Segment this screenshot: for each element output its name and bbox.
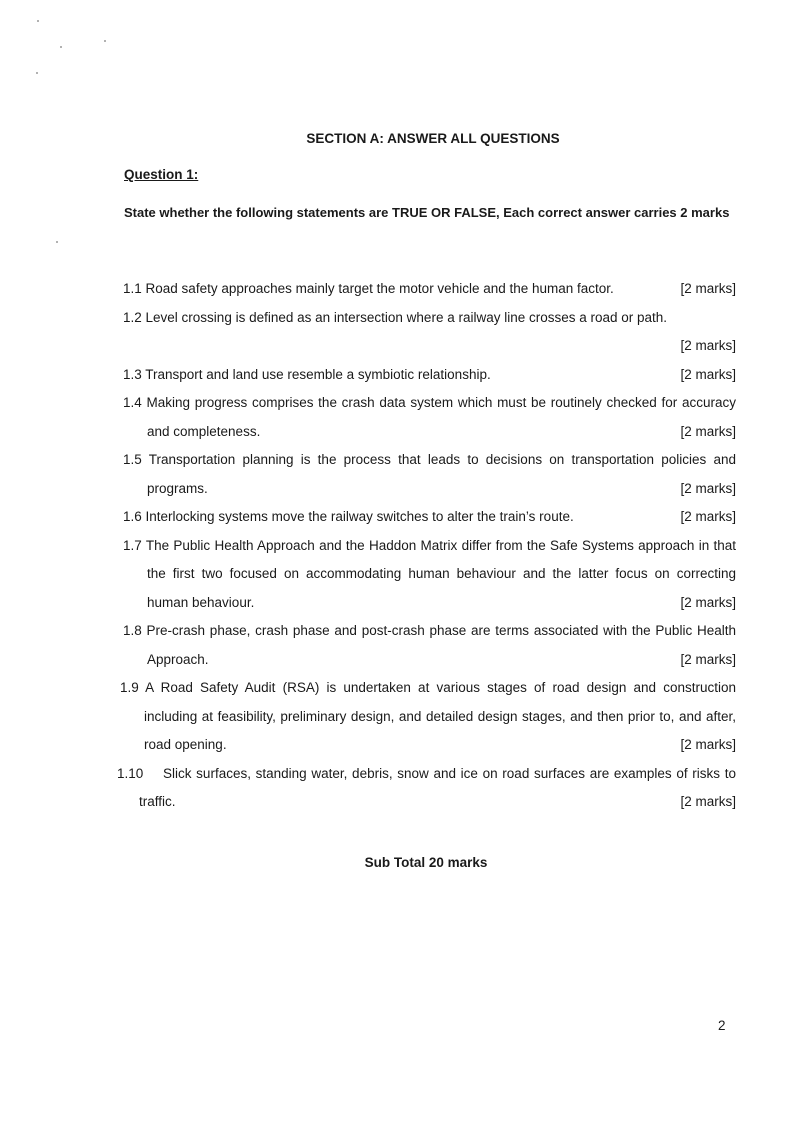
question-item <box>120 617 736 674</box>
question-item <box>120 389 736 446</box>
instruction-text: State whether the following statements are TRUE OR FALSE, Each correct answer carries 2 marks <box>124 205 730 220</box>
scan-speck <box>56 241 58 243</box>
item-number: 1.4 <box>123 395 147 410</box>
item-marks: [2 marks] <box>680 794 736 809</box>
question-item <box>120 304 736 361</box>
question-item <box>120 503 736 532</box>
item-number: 1.8 <box>123 623 147 638</box>
scan-speck <box>60 46 62 48</box>
question-item <box>120 532 736 618</box>
item-text: Interlocking systems move the railway switches to alter the train’s route. <box>145 509 574 524</box>
question-item <box>117 760 736 817</box>
item-text: Transportation planning is the process that leads to decisions on transportation policies and programs. <box>147 452 736 496</box>
item-text: A Road Safety Audit (RSA) is undertaken at various stages of road design and construction including at feasibility, preliminary design, and detailed design stages, and then prior to, and after, road opening. <box>144 680 736 752</box>
item-marks: [2 marks] <box>680 737 736 752</box>
item-number: 1.10 <box>117 765 144 781</box>
item-text: Road safety approaches mainly target the motor vehicle and the human factor. <box>145 281 614 296</box>
item-number: 1.7 <box>123 537 146 553</box>
item-number: 1.2 <box>123 309 146 325</box>
item-marks: [2 marks] <box>680 281 736 296</box>
question-items-list <box>117 275 737 817</box>
item-number: 1.5 <box>123 452 149 467</box>
section-title: SECTION A: ANSWER ALL QUESTIONS <box>306 131 560 146</box>
item-number: 1.3 <box>123 366 146 382</box>
question-heading: Question 1: <box>124 167 199 182</box>
item-marks: [2 marks] <box>680 366 736 382</box>
item-number: 1.6 <box>123 509 146 524</box>
item-text: Transport and land use resemble a symbiotic relationship. <box>145 366 491 382</box>
item-text: Pre-crash phase, crash phase and post-crash phase are terms associated with the Public Health Approach. <box>146 623 736 667</box>
question-item <box>120 446 736 503</box>
item-number: 1.9 <box>120 680 146 695</box>
item-text: Slick surfaces, standing water, debris, snow and ice on road surfaces are examples of risks to traffic. <box>139 765 736 809</box>
item-text: The Public Health Approach and the Haddon Matrix differ from the Safe Systems approach in that the first two focused on accommodating human behaviour and the latter focus on correcting human behaviour. <box>145 537 737 610</box>
item-marks: [2 marks] <box>680 651 736 667</box>
scan-speck <box>104 40 106 42</box>
item-marks: [2 marks] <box>680 480 736 496</box>
question-item <box>120 674 736 760</box>
scan-speck <box>37 20 39 22</box>
item-marks: [2 marks] <box>680 423 736 439</box>
scan-speck <box>36 72 38 74</box>
item-number: 1.1 <box>123 281 146 296</box>
question-item <box>120 361 736 390</box>
item-marks: [2 marks] <box>680 509 736 524</box>
subtotal-marks: Sub Total 20 marks <box>364 855 488 870</box>
question-item <box>120 275 736 304</box>
page-number: 2 <box>718 1018 726 1033</box>
item-text: Level crossing is defined as an intersection where a railway line crosses a road or path. <box>145 309 668 325</box>
item-marks: [2 marks] <box>680 594 736 610</box>
item-marks: [2 marks] <box>680 338 736 353</box>
item-text: Making progress comprises the crash data system which must be routinely checked for accuracy and completeness. <box>146 395 736 439</box>
